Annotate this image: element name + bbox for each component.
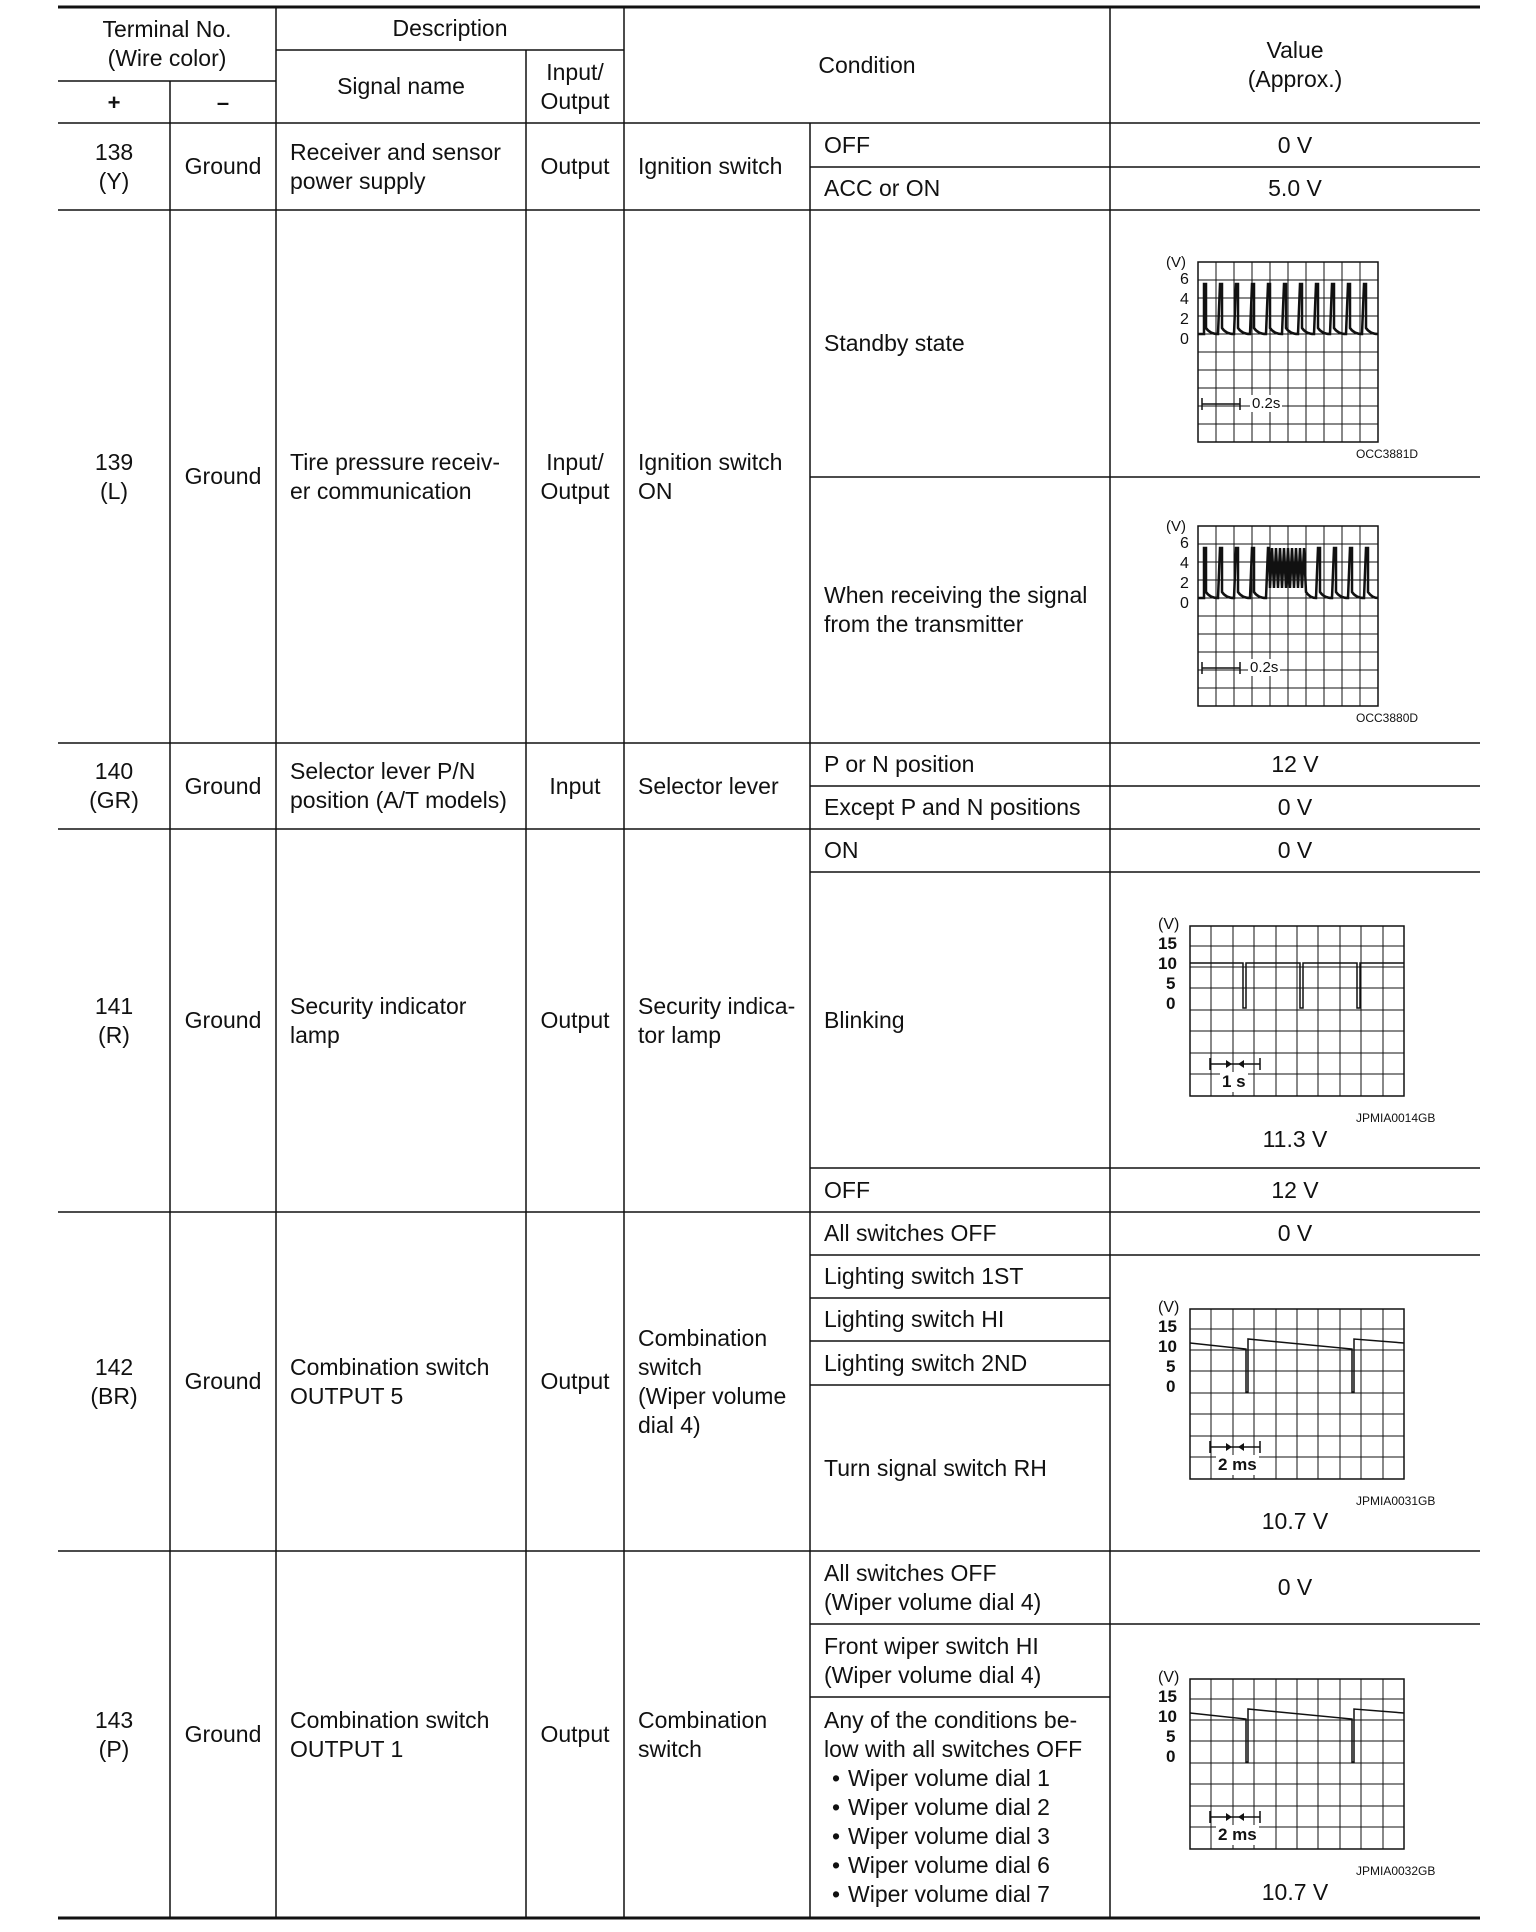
subcondition-141-on: ON bbox=[824, 837, 859, 863]
scope-ytick: 2 bbox=[1180, 311, 1189, 328]
scope-unit-label: (V) bbox=[1166, 518, 1186, 535]
subcondition-138-acc-on: ACC or ON bbox=[824, 175, 941, 201]
subcondition-143-any-condition bbox=[810, 1697, 1110, 1918]
ground-139: Ground bbox=[184, 463, 262, 489]
subcondition-141-off: OFF bbox=[824, 1176, 870, 1203]
subcondition-142-lighting-2nd: Lighting switch 2ND bbox=[824, 1349, 1028, 1376]
value-141-blinking: 11.3 V bbox=[1262, 1126, 1328, 1152]
scope-ytick: 10 bbox=[1158, 1337, 1177, 1356]
scope-time-scale: 0.2s bbox=[1252, 395, 1281, 412]
signal-name-139: Tire pressure receiv- er communication bbox=[290, 448, 501, 504]
list-item: • Wiper volume dial 7 bbox=[824, 1880, 1050, 1909]
waveform-143 bbox=[1154, 1667, 1454, 1877]
scope-time-scale: 1 s bbox=[1222, 1072, 1246, 1091]
subcondition-143-all-off: All switches OFF (Wiper volume dial 4) bbox=[824, 1559, 1042, 1615]
value-140-except: 0 V bbox=[1277, 794, 1313, 820]
figure-code: OCC3880D bbox=[1356, 711, 1419, 725]
signal-name-143: Combination switch OUTPUT 1 bbox=[290, 1706, 490, 1762]
subcondition-140-except: Except P and N positions bbox=[824, 794, 1081, 820]
terminal-139: 139 (L) bbox=[94, 448, 134, 504]
terminal-141: 141 (R) bbox=[94, 992, 134, 1048]
header-terminal-no: Terminal No. (Wire color) bbox=[102, 16, 232, 71]
value-142-all-off: 0 V bbox=[1277, 1220, 1313, 1246]
figure-code: JPMIA0032GB bbox=[1356, 1864, 1436, 1878]
scope-time-scale: 2 ms bbox=[1218, 1825, 1257, 1844]
scope-ytick: 6 bbox=[1180, 271, 1189, 288]
subcondition-141-blinking: Blinking bbox=[824, 1006, 905, 1033]
scope-unit-label: (V) bbox=[1158, 1299, 1180, 1316]
value-143-shared: 10.7 V bbox=[1261, 1879, 1329, 1905]
signal-name-142: Combination switch OUTPUT 5 bbox=[290, 1353, 490, 1409]
condition-138: Ignition switch bbox=[638, 153, 783, 179]
value-138-off: 0 V bbox=[1277, 131, 1313, 158]
figure-code: OCC3881D bbox=[1356, 447, 1419, 461]
subcondition-140-p-n: P or N position bbox=[824, 751, 975, 777]
terminal-140: 140 (GR) bbox=[89, 758, 139, 813]
list-item: • Wiper volume dial 6 bbox=[824, 1851, 1050, 1880]
io-141: Output bbox=[540, 1007, 610, 1033]
scope-ytick: 10 bbox=[1158, 954, 1177, 973]
ground-141: Ground bbox=[184, 1007, 262, 1033]
scope-ytick: 5 bbox=[1166, 1727, 1176, 1746]
condition-139: Ignition switch ON bbox=[638, 448, 783, 504]
scope-unit-label: (V) bbox=[1158, 916, 1180, 933]
value-140-p-n: 12 V bbox=[1271, 751, 1319, 777]
scope-ytick: 10 bbox=[1158, 1707, 1177, 1726]
subcondition-142-turn-rh: Turn signal switch RH bbox=[824, 1454, 1047, 1481]
scope-ytick: 0 bbox=[1180, 331, 1189, 348]
figure-code: JPMIA0014GB bbox=[1356, 1111, 1436, 1125]
value-138-acc-on: 5.0 V bbox=[1268, 175, 1322, 201]
terminal-138: 138 (Y) bbox=[94, 138, 134, 194]
subcondition-138-off: OFF bbox=[824, 131, 870, 158]
condition-140: Selector lever bbox=[638, 772, 779, 799]
waveform-142 bbox=[1154, 1297, 1454, 1507]
condition-141: Security indica- tor lamp bbox=[638, 992, 796, 1048]
subcondition-142-all-off: All switches OFF bbox=[824, 1220, 997, 1246]
signal-name-141: Security indicator lamp bbox=[290, 992, 467, 1048]
ground-143: Ground bbox=[184, 1721, 262, 1747]
ground-140: Ground bbox=[184, 772, 262, 799]
scope-ytick: 4 bbox=[1180, 291, 1189, 308]
value-141-on: 0 V bbox=[1277, 837, 1313, 863]
scope-ytick: 5 bbox=[1166, 1357, 1176, 1376]
list-item: • Wiper volume dial 2 bbox=[824, 1793, 1050, 1822]
ground-138: Ground bbox=[184, 153, 262, 179]
io-143: Output bbox=[540, 1721, 610, 1747]
subcondition-139-standby: Standby state bbox=[824, 330, 965, 356]
ground-142: Ground bbox=[184, 1368, 262, 1394]
header-description: Description bbox=[392, 15, 508, 41]
condition-143: Combination switch bbox=[638, 1706, 768, 1762]
io-140: Input bbox=[549, 772, 601, 799]
scope-ytick: 0 bbox=[1166, 1747, 1176, 1766]
subcondition-142-lighting-hi: Lighting switch HI bbox=[824, 1306, 1005, 1332]
scope-unit-label: (V) bbox=[1166, 254, 1186, 271]
waveform-141-blinking bbox=[1154, 914, 1454, 1124]
scope-ytick: 6 bbox=[1180, 535, 1189, 552]
header-condition: Condition bbox=[818, 51, 916, 78]
scope-ytick: 15 bbox=[1158, 934, 1177, 953]
list-item: • Wiper volume dial 3 bbox=[824, 1822, 1050, 1851]
list-item: • Wiper volume dial 1 bbox=[824, 1764, 1050, 1793]
scope-ytick: 4 bbox=[1180, 555, 1189, 572]
io-138: Output bbox=[540, 153, 610, 179]
header-signal-name: Signal name bbox=[337, 73, 465, 99]
subcondition-139-receiving: When receiving the signal from the transmitter bbox=[824, 582, 1088, 637]
header-input-output: Input/ Output bbox=[540, 58, 610, 114]
scope-ytick: 2 bbox=[1180, 575, 1189, 592]
signal-name-138: Receiver and sensor power supply bbox=[290, 138, 501, 194]
any-condition-intro: Any of the conditions be- low with all switches OFF bbox=[824, 1707, 1083, 1762]
scope-unit-label: (V) bbox=[1158, 1669, 1180, 1686]
value-141-off: 12 V bbox=[1271, 1176, 1319, 1203]
terminal-143: 143 (P) bbox=[94, 1706, 134, 1762]
scope-ytick: 0 bbox=[1180, 595, 1189, 612]
scope-ytick: 0 bbox=[1166, 1377, 1176, 1396]
condition-142: Combination switch (Wiper volume dial 4) bbox=[638, 1324, 787, 1438]
scope-ytick: 15 bbox=[1158, 1317, 1177, 1336]
scope-time-scale: 2 ms bbox=[1218, 1455, 1257, 1474]
header-minus: – bbox=[216, 89, 230, 115]
waveform-139-standby bbox=[1160, 254, 1440, 464]
io-139: Input/ Output bbox=[540, 448, 610, 504]
figure-code: JPMIA0031GB bbox=[1356, 1494, 1436, 1508]
terminal-142: 142 (BR) bbox=[90, 1353, 138, 1409]
scope-ytick: 0 bbox=[1166, 994, 1176, 1013]
header-plus: + bbox=[107, 89, 121, 115]
waveform-139-receiving bbox=[1160, 518, 1440, 728]
value-142-shared: 10.7 V bbox=[1261, 1508, 1329, 1534]
scope-ytick: 5 bbox=[1166, 974, 1176, 993]
scope-time-scale: 0.2s bbox=[1250, 659, 1279, 676]
header-value: Value (Approx.) bbox=[1247, 37, 1343, 92]
signal-name-140: Selector lever P/N position (A/T models) bbox=[290, 758, 507, 813]
subcondition-142-lighting-1st: Lighting switch 1ST bbox=[824, 1263, 1024, 1289]
value-143-all-off: 0 V bbox=[1277, 1574, 1313, 1600]
subcondition-143-front-wiper-hi: Front wiper switch HI (Wiper volume dial 4) bbox=[824, 1632, 1042, 1688]
io-142: Output bbox=[540, 1368, 610, 1394]
scope-ytick: 15 bbox=[1158, 1687, 1177, 1706]
